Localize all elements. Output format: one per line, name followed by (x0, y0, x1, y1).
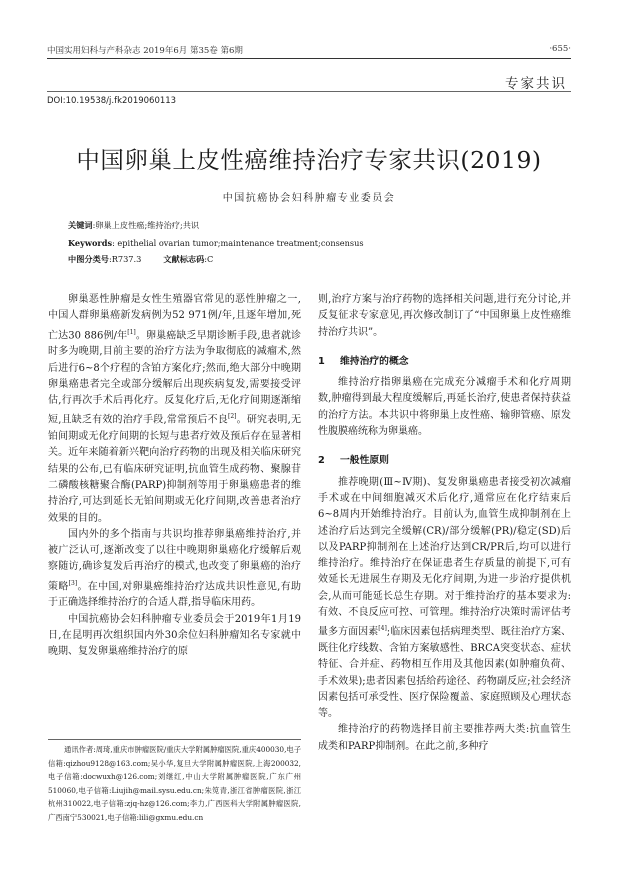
running-header (47, 44, 571, 58)
journal-info: 中国实用妇科与产科杂志 2019年6月 第35卷 第6期 (47, 46, 243, 56)
keywords-cn-text: :卵巢上皮性癌;维持治疗;共识 (92, 220, 200, 230)
doc-code-label: 文献标志码 (163, 254, 205, 264)
doc-code-value: :C (204, 254, 214, 264)
classification (68, 253, 548, 265)
keywords-en-label: Keywords (68, 238, 113, 248)
paragraph: 推荐晚期(Ⅲ~Ⅳ期)、复发卵巢癌患者接受初次减瘤手术或在中间细胞减灭术后化疗,通常应在化疗结束后6~8周内开始维持治疗。目前认为,血管生成抑制剂在上述治疗后达到完全缓解(CR)/部分缓解(PR)/稳定(SD)后以及PARP抑制剂在上述治疗达到CR/PR后,均可以进行维持治疗。维持治疗在保证患者生存质量的前提下,可有效延长无进展生存期及无化疗间期,为进一步治疗提供机会,从而可能延长总生存期。对于维持治疗的基本要求为:有效、不良反应可控、可管理。维持治疗决策时需评估考量多方面因素[4];临床因素包括病理类型、既往治疗方案、既往化疗线数、含铂方案敏感性、BRCA突变状态、症状特征、合并症、药物相互作用及其他因素(如肿瘤负荷、手术效果);患者因素包括给药途径、药物副反应;社会经济因素包括可承受性、医疗保险覆盖、家庭照顾及心理状态等。 (318, 476, 571, 720)
corresponding-authors-footnote: 通讯作者:周琦,重庆市肿瘤医院/重庆大学附属肿瘤医院,重庆400030,电子信箱:qizhou9128@163.com;吴小华,复旦大学附属肿瘤医院,上海200032,电子信箱:docwuxh@126.com;刘继红,中山大学附属肿瘤医院,广东广州510060,电子信箱:Liujih@mail.sysu.edu.cn;朱笕青,浙江省肿瘤医院,浙江杭州310022,电子信箱:zjq-hz@126.com;李力,广西医科大学附属肿瘤医院,广西南宁530021,电子信箱:lili@gxmu.edu.cn (48, 745, 301, 822)
doi[interactable]: DOI:10.19538/j.fk2019060113 (47, 96, 177, 106)
citation-ref[interactable]: [4] (378, 625, 387, 633)
right-column (318, 292, 571, 755)
left-column (48, 292, 301, 661)
article-title: 中国卵巢上皮性癌维持治疗专家共识(2019) (76, 146, 542, 174)
section-heading-1: 1 维持治疗的概念 (318, 355, 409, 367)
citation-ref[interactable]: [1] (127, 328, 136, 336)
clc-value: :R737.3 (108, 254, 142, 264)
author-line: 中国抗癌协会妇科肿瘤专业委员会 (222, 193, 396, 204)
header-rule (47, 58, 571, 59)
section-heading-2: 2 一般性原则 (318, 455, 389, 467)
paragraph: 国内外的多个指南与共识均推荐卵巢癌维持治疗,并被广泛认可,逐渐改变了以往中晚期卵巢癌化疗缓解后观察随访,确诊复发后再治疗的模式,也改变了卵巢癌的治疗策略[3]。在中国,对卵巢癌维持治疗达成共识性意见,有助于正确选择维持治疗的合适人群,指导临床用药。 (48, 528, 302, 609)
paragraph: 则,治疗方案与治疗药物的选择相关问题,进行充分讨论,并反复征求专家意见,再次修改制订了“中国卵巢上皮性癌维持治疗共识”。 (318, 294, 571, 338)
keywords-cn (68, 219, 548, 231)
section-rule (47, 91, 571, 92)
paragraph: 中国抗癌协会妇科肿瘤专业委员会于2019年1月19日,在昆明再次组织国内外30余位妇科肿瘤知名专家就中晚期、复发卵巢癌维持治疗的原 (48, 613, 301, 658)
citation-ref[interactable]: [3] (68, 579, 78, 587)
paragraph: 维持治疗的药物选择目前主要推荐两大类:抗血管生成类和PARP抑制剂。在此之前,多种疗 (318, 724, 571, 752)
keywords-en-text: : epithelial ovarian tumor;maintenance treatment;consensus (112, 238, 364, 248)
keywords-en (68, 237, 548, 249)
page-number: ·655· (549, 44, 571, 54)
citation-ref[interactable]: [2] (227, 413, 237, 421)
keywords-cn-label: 关键词 (68, 220, 93, 230)
paragraph: 卵巢恶性肿瘤是女性生殖器官常见的恶性肿瘤之一,中国人群卵巢癌新发病例为52 971例/年,且逐年增加,死亡达30 886例/年[1]。卵巢癌缺乏早期诊断手段,患者就诊时多为晚期,目前主要的治疗方法为争取彻底的减瘤术,然后进行6~8个疗程的含铂方案化疗;然而,绝大部分中晚期卵巢癌患者完全或部分缓解后出现疾病复发,需要接受评估,行再次手术后再化疗。反复化疗后,无化疗间期逐渐缩短,且缺乏有效的治疗手段,常常预后不良[2]。研究表明,无铂间期或无化疗间期的长短与患者疗效及预后存在显著相关。近年来随着新兴靶向治疗药物的出现及相关临床研究结果的公布,已有临床研究证明,抗血管生成药物、聚腺苷二磷酸核糖聚合酶(PARP)抑制剂等用于卵巢癌患者的维持治疗,可达到延长无铂间期或无化疗间期,改善患者治疗效果的目的。 (48, 294, 302, 524)
column-tag: 专家共识 (505, 76, 567, 92)
paragraph: 维持治疗指卵巢癌在完成充分减瘤手术和化疗周期数,肿瘤得到最大程度缓解后,再延长治疗,使患者保持获益的治疗方法。本共识中将卵巢上皮性癌、输卵管癌、原发性腹膜癌统称为卵巢癌。 (318, 377, 571, 438)
clc-label: 中图分类号 (68, 254, 109, 264)
footnote-rule (48, 739, 301, 740)
